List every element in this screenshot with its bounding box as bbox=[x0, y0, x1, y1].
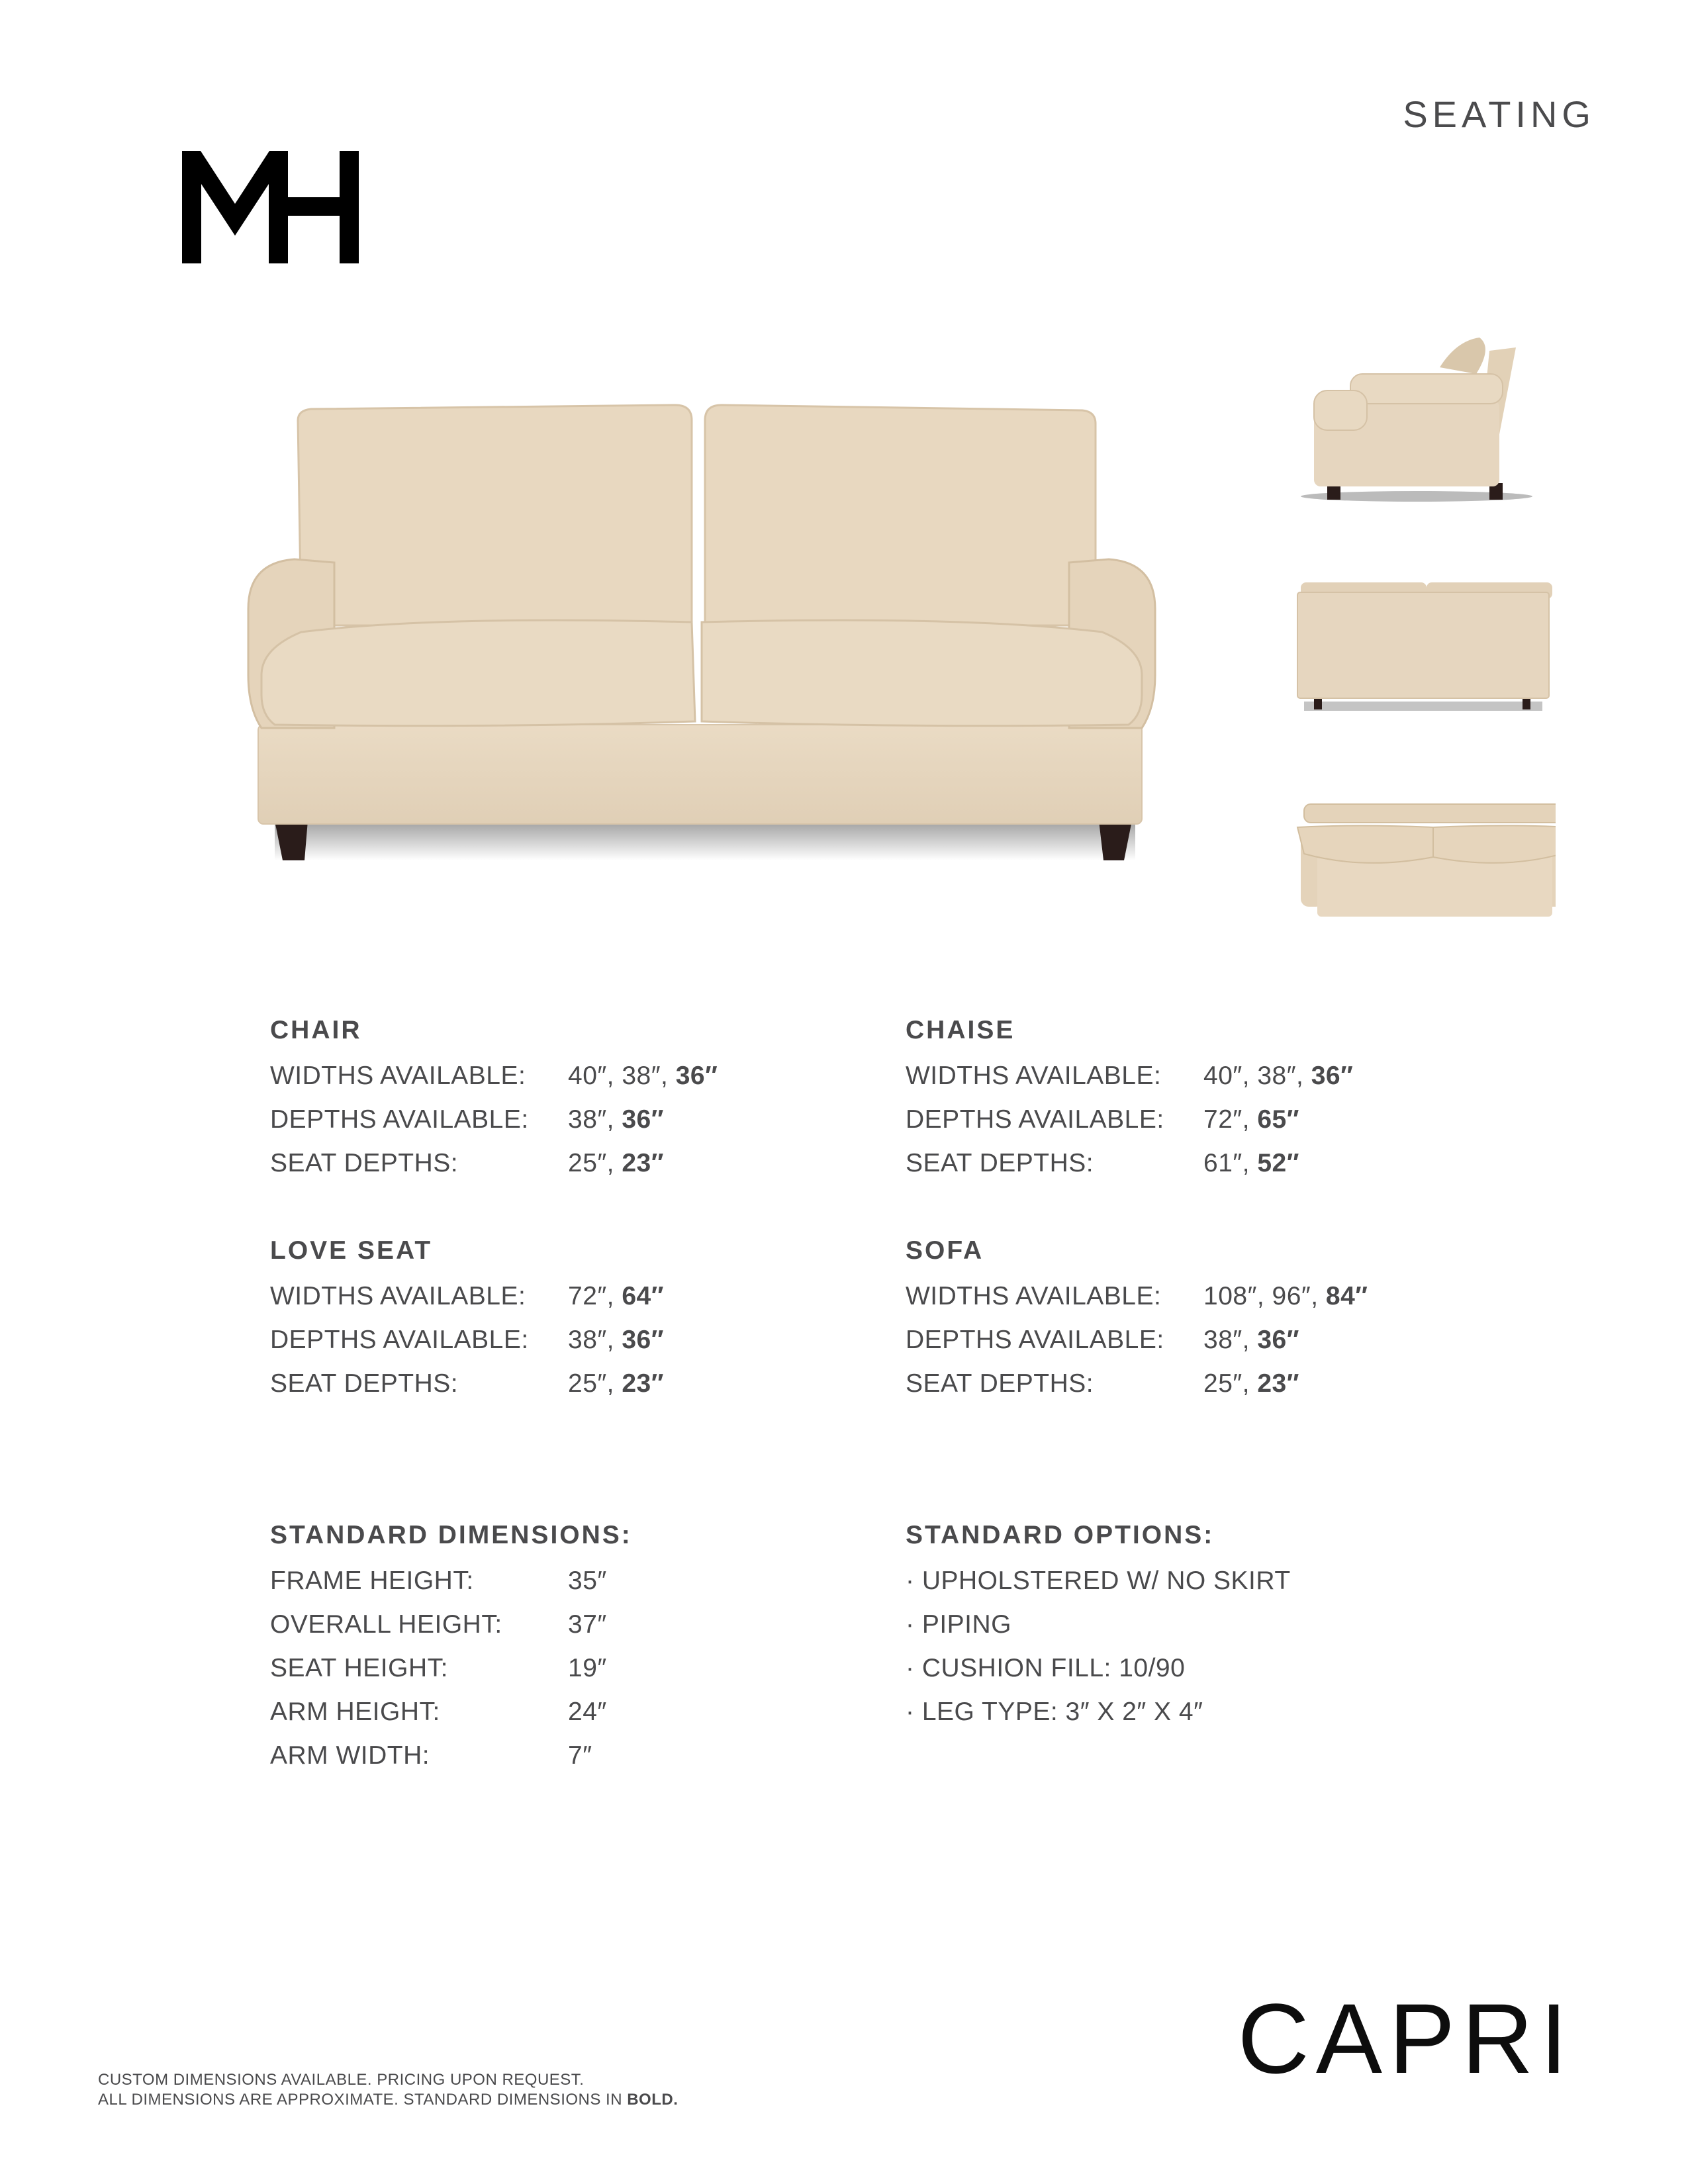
spec-label: SEAT DEPTHS: bbox=[270, 1149, 459, 1177]
spec-value: 61″, 52″ bbox=[1203, 1149, 1299, 1177]
standard-value: 65″ bbox=[1257, 1105, 1299, 1134]
spec-value: 72″, 64″ bbox=[568, 1282, 664, 1310]
mh-logo-icon bbox=[182, 151, 361, 270]
section-title: SOFA bbox=[906, 1236, 984, 1265]
spec-label: SEAT DEPTHS: bbox=[270, 1369, 459, 1398]
dimension-row bbox=[270, 1647, 866, 1690]
section-title: CHAISE bbox=[906, 1016, 1015, 1044]
dimension-label: SEAT HEIGHT: bbox=[270, 1654, 448, 1682]
dimension-row bbox=[270, 1734, 866, 1778]
dimension-value: 37″ bbox=[568, 1610, 607, 1639]
dimension-value: 24″ bbox=[568, 1698, 607, 1726]
spec-row bbox=[270, 1142, 866, 1185]
section-title: STANDARD OPTIONS: bbox=[906, 1521, 1215, 1549]
dimension-label: OVERALL HEIGHT: bbox=[270, 1610, 502, 1639]
spec-row bbox=[906, 1098, 1501, 1142]
sofa-front-icon bbox=[235, 397, 1162, 880]
spec-value: 40″, 38″, 36″ bbox=[1203, 1062, 1354, 1090]
spec-label: DEPTHS AVAILABLE: bbox=[270, 1326, 529, 1354]
option-item: · LEG TYPE: 3″ X 2″ X 4″ bbox=[906, 1698, 1203, 1726]
spec-row bbox=[270, 1054, 866, 1098]
spec-row bbox=[270, 1275, 866, 1318]
spec-row bbox=[270, 1098, 866, 1142]
dimension-row bbox=[270, 1603, 866, 1647]
standard-value: 36″ bbox=[1257, 1326, 1299, 1354]
spec-row bbox=[906, 1362, 1501, 1406]
spec-row bbox=[906, 1054, 1501, 1098]
spec-value: 25″, 23″ bbox=[568, 1149, 664, 1177]
standard-value: 23″ bbox=[622, 1369, 664, 1398]
spec-label: WIDTHS AVAILABLE: bbox=[270, 1282, 526, 1310]
standard-value: 23″ bbox=[1257, 1369, 1299, 1398]
section-sofa bbox=[906, 1236, 1501, 1406]
footnote-bold-word: BOLD. bbox=[627, 2091, 679, 2109]
standard-value: 36″ bbox=[622, 1105, 664, 1134]
spec-row bbox=[906, 1142, 1501, 1185]
category-label: SEATING bbox=[1403, 93, 1595, 135]
dimension-label: FRAME HEIGHT: bbox=[270, 1567, 474, 1595]
standard-value: 36″ bbox=[622, 1326, 664, 1354]
spec-value: 38″, 36″ bbox=[1203, 1326, 1299, 1354]
spec-row bbox=[270, 1362, 866, 1406]
standard-value: 36″ bbox=[675, 1062, 718, 1090]
standard-value: 23″ bbox=[622, 1149, 664, 1177]
thumbnail-top-view bbox=[1278, 791, 1556, 923]
sofa-side-icon bbox=[1278, 328, 1556, 506]
spec-value: 25″, 23″ bbox=[568, 1369, 664, 1398]
spec-label: WIDTHS AVAILABLE: bbox=[906, 1282, 1162, 1310]
section-chair bbox=[270, 1016, 866, 1185]
spec-label: DEPTHS AVAILABLE: bbox=[906, 1326, 1164, 1354]
spec-label: WIDTHS AVAILABLE: bbox=[270, 1062, 526, 1090]
standard-value: 84″ bbox=[1325, 1282, 1368, 1310]
section-title: CHAIR bbox=[270, 1016, 362, 1044]
spec-value: 72″, 65″ bbox=[1203, 1105, 1299, 1134]
option-item: · PIPING bbox=[906, 1610, 1012, 1639]
spec-label: SEAT DEPTHS: bbox=[906, 1149, 1094, 1177]
dimension-row bbox=[270, 1690, 866, 1734]
thumbnail-side-view bbox=[1278, 328, 1556, 506]
dimension-label: ARM HEIGHT: bbox=[270, 1698, 440, 1726]
dimension-value: 7″ bbox=[568, 1741, 592, 1770]
spec-value: 108″, 96″, 84″ bbox=[1203, 1282, 1368, 1310]
product-name: CAPRI bbox=[1237, 1983, 1574, 2094]
hero-sofa-image bbox=[235, 397, 1162, 880]
spec-value: 25″, 23″ bbox=[1203, 1369, 1299, 1398]
option-item: · CUSHION FILL: 10/90 bbox=[906, 1654, 1186, 1682]
section-chaise bbox=[906, 1016, 1501, 1185]
footnote-line-1: CUSTOM DIMENSIONS AVAILABLE. PRICING UPON REQUEST. bbox=[98, 2071, 585, 2089]
sofa-top-icon bbox=[1278, 791, 1556, 923]
spec-value: 40″, 38″, 36″ bbox=[568, 1062, 718, 1090]
sofa-back-icon bbox=[1278, 563, 1556, 721]
spec-row bbox=[906, 1318, 1501, 1362]
spec-row bbox=[270, 1318, 866, 1362]
dimension-value: 35″ bbox=[568, 1567, 607, 1595]
footnote bbox=[98, 2070, 678, 2110]
brand-logo bbox=[182, 151, 361, 270]
standard-value: 52″ bbox=[1257, 1149, 1299, 1177]
spec-value: 38″, 36″ bbox=[568, 1326, 664, 1354]
standard-value: 64″ bbox=[622, 1282, 664, 1310]
section-standard-options bbox=[906, 1521, 1501, 1734]
section-title: LOVE SEAT bbox=[270, 1236, 433, 1265]
section-title: STANDARD DIMENSIONS: bbox=[270, 1521, 632, 1549]
standard-value: 36″ bbox=[1311, 1062, 1354, 1090]
spec-value: 38″, 36″ bbox=[568, 1105, 664, 1134]
section-standard-dimensions bbox=[270, 1521, 866, 1778]
spec-label: WIDTHS AVAILABLE: bbox=[906, 1062, 1162, 1090]
option-item: · UPHOLSTERED W/ NO SKIRT bbox=[906, 1567, 1291, 1595]
spec-label: DEPTHS AVAILABLE: bbox=[906, 1105, 1164, 1134]
dimension-row bbox=[270, 1559, 866, 1603]
spec-label: DEPTHS AVAILABLE: bbox=[270, 1105, 529, 1134]
dimension-value: 19″ bbox=[568, 1654, 607, 1682]
thumbnail-back-view bbox=[1278, 563, 1556, 721]
dimension-label: ARM WIDTH: bbox=[270, 1741, 430, 1770]
spec-label: SEAT DEPTHS: bbox=[906, 1369, 1094, 1398]
section-love-seat bbox=[270, 1236, 866, 1406]
footnote-line-2: ALL DIMENSIONS ARE APPROXIMATE. STANDARD DIMENSIONS IN BOLD. bbox=[98, 2091, 679, 2109]
spec-row bbox=[906, 1275, 1501, 1318]
